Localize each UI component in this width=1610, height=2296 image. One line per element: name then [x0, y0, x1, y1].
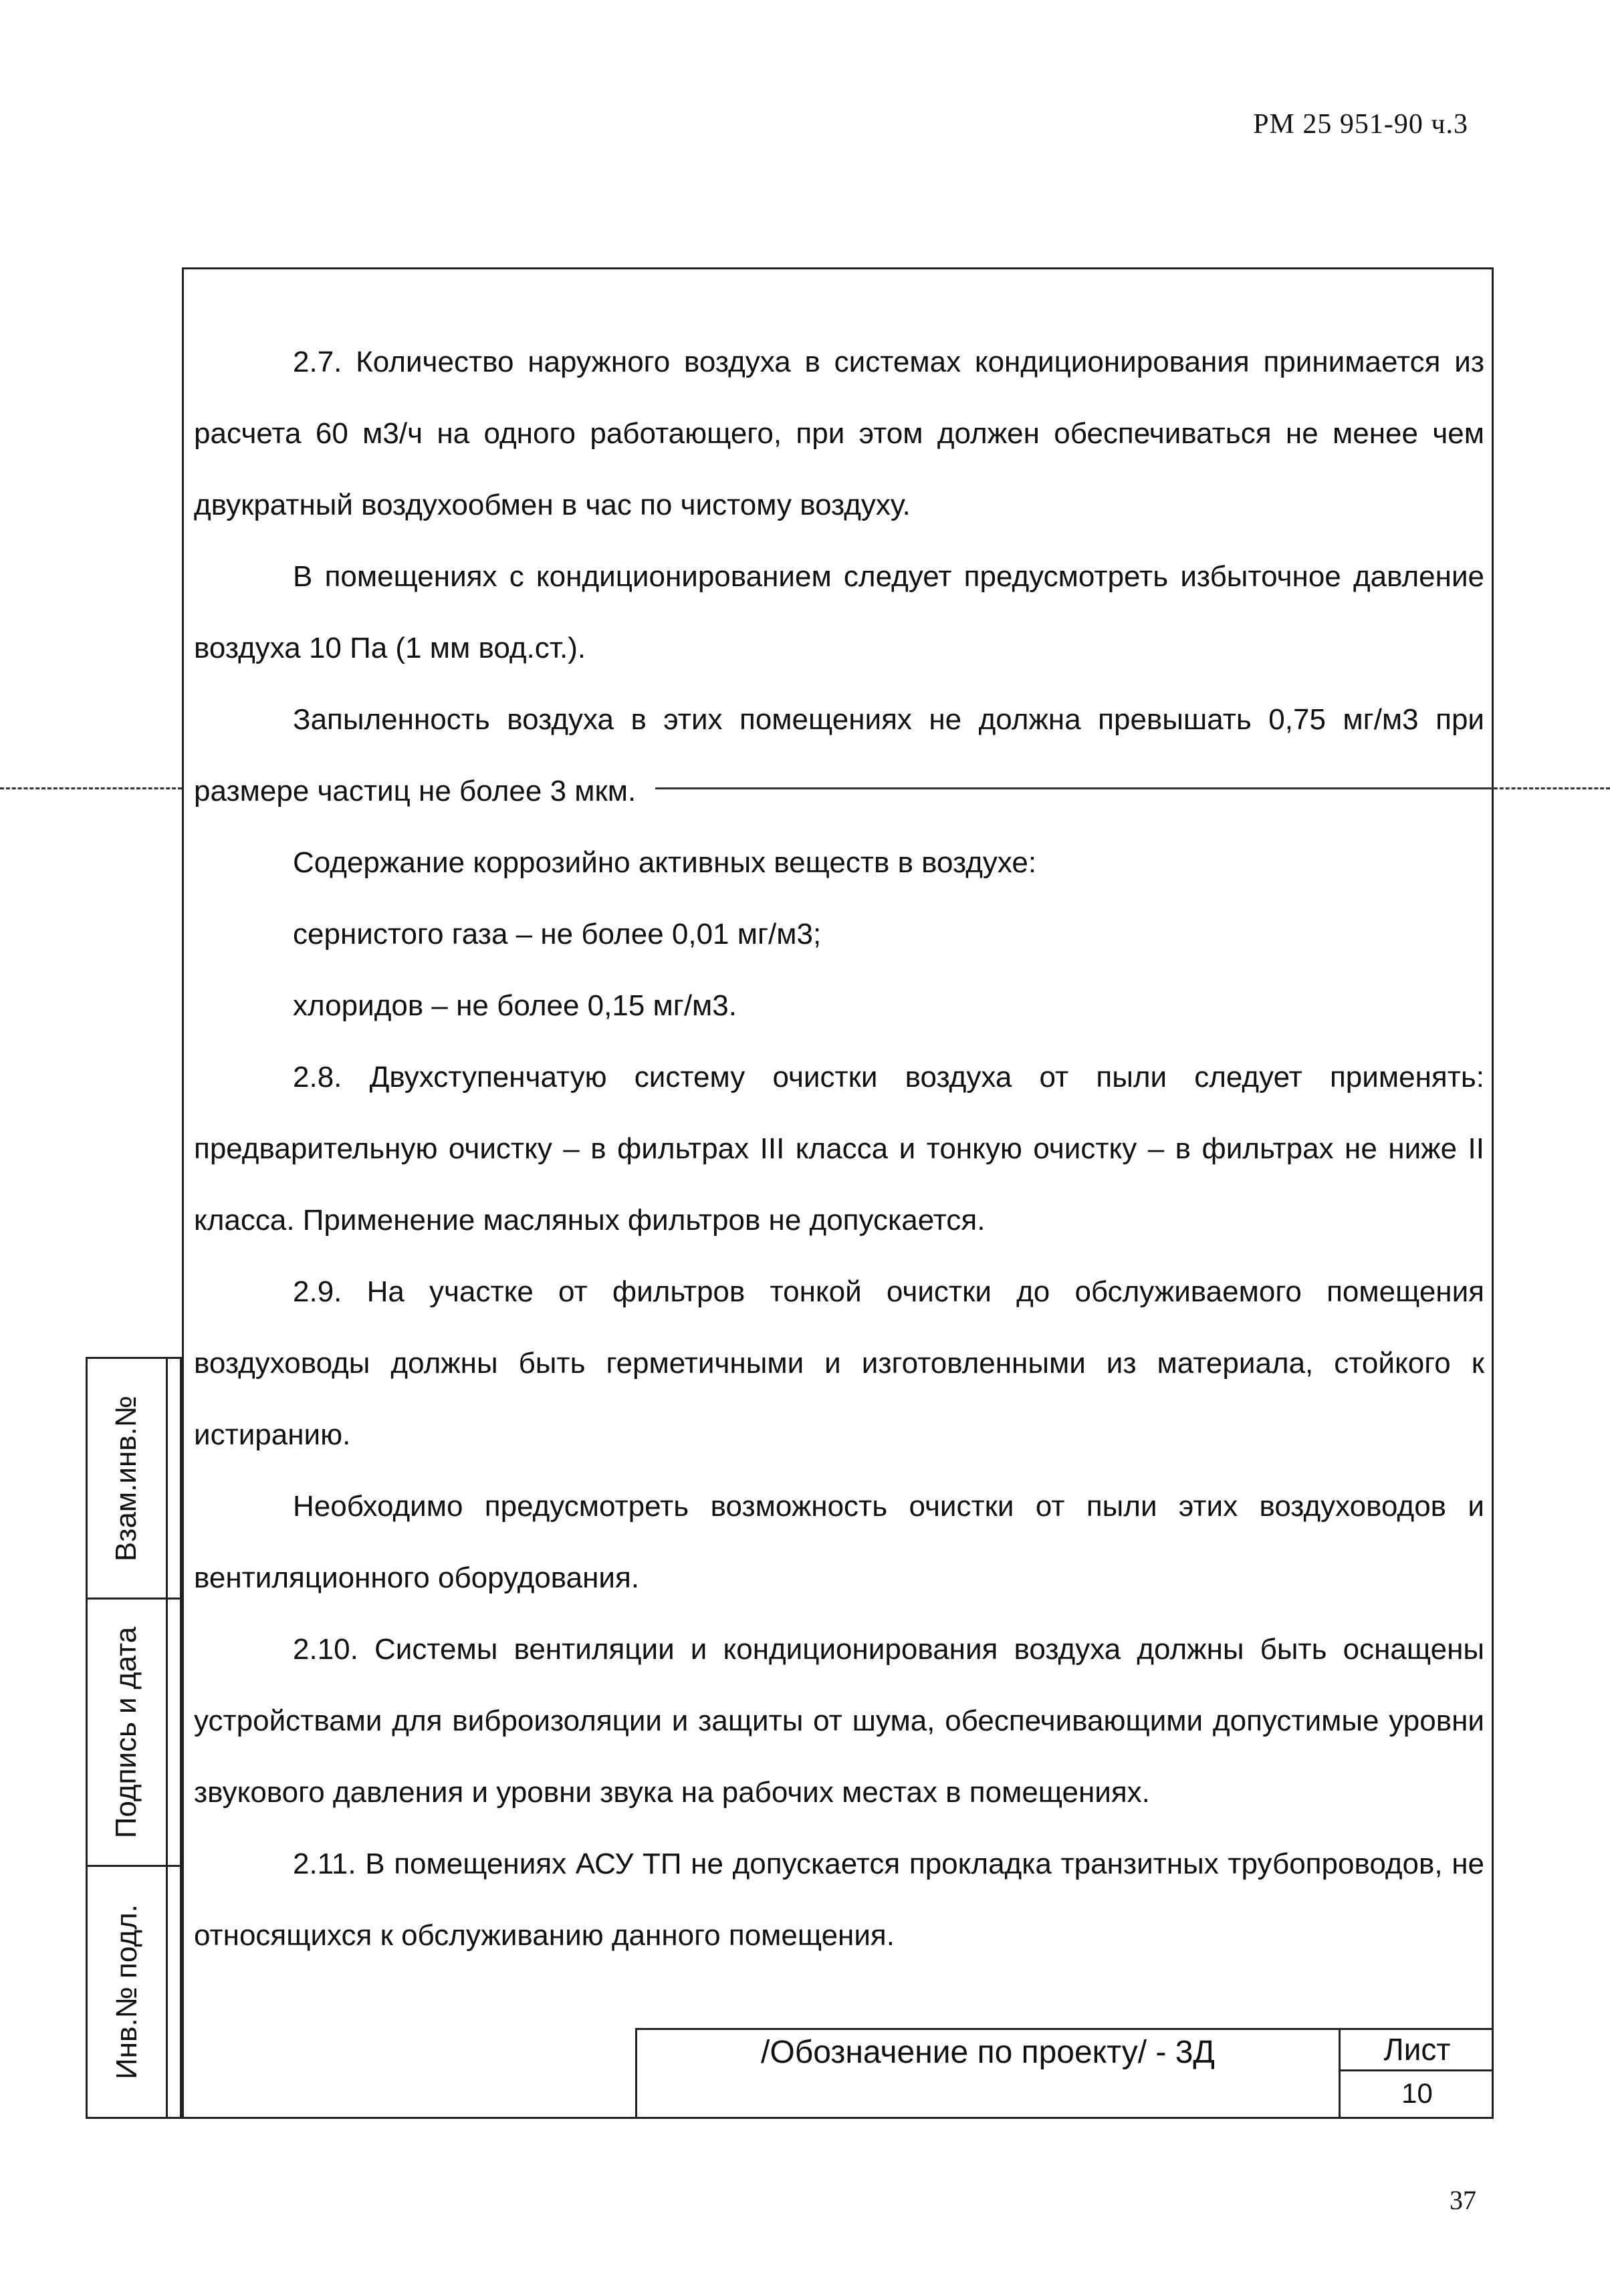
title-block-sheet-label: Лист	[1341, 2030, 1494, 2071]
page-number: 37	[1450, 2185, 1476, 2215]
side-cell-vzam-inv	[88, 1359, 182, 1600]
side-stamp	[86, 1357, 182, 2119]
side-label-inv-podl: Инв.№ подл.	[110, 1904, 143, 2079]
document-code: РМ 25 951-90 ч.3	[1253, 109, 1468, 140]
title-block-sheet-number: 10	[1401, 2077, 1433, 2109]
paragraph-dust: Запыленность воздуха в этих помещениях не должна превышать 0,75 мг/м3 при размере частиц не более 3 мкм.	[194, 703, 1484, 807]
side-label-vzam-inv: Взам.инв.№	[110, 1395, 143, 1561]
paragraph-2-7: 2.7. Количество наружного воздуха в системах кондиционирования принимается из расчета 60 м3/ч на одного работающего, при этом должен обеспечиваться не менее чем двукратный воздухообмен в час по чистому воздуху.	[194, 346, 1484, 521]
document-body	[194, 326, 1484, 1971]
cut-line-right	[1494, 787, 1610, 789]
side-subcell	[166, 1359, 182, 1598]
paragraph-corrosive: Содержание коррозийно активных веществ в воздухе:	[293, 846, 1037, 879]
side-subcell	[166, 1867, 182, 2117]
title-block	[635, 2028, 1494, 2119]
paragraph-2-11: 2.11. В помещениях АСУ ТП не допускается прокладка транзитных трубопроводов, не относящихся к обслуживанию данного помещения.	[194, 1847, 1484, 1952]
paragraph-duct-cleaning: Необходимо предусмотреть возможность очистки от пыли этих воздуховодов и вентиляционного оборудования.	[194, 1490, 1484, 1594]
paragraph-chlorides: хлоридов – не более 0,15 мг/м3.	[293, 989, 737, 1022]
side-cell-podpis-data	[88, 1600, 182, 1867]
paragraph-2-9: 2.9. На участке от фильтров тонкой очистки до обслуживаемого помещения воздуховоды должны быть герметичными и изготовленными из материала, стойкого к истиранию.	[194, 1275, 1484, 1451]
paragraph-pressure: В помещениях с кондиционированием следует предусмотреть избыточное давление воздуха 10 Па (1 мм вод.ст.).	[194, 560, 1484, 664]
paragraph-2-8: 2.8. Двухступенчатую систему очистки воздуха от пыли следует применять: предварительную очистку – в фильтрах III класса и тонкую очистку – в фильтрах не ниже II класса. Применение масляных фильтров не допускается.	[194, 1061, 1484, 1237]
cut-line-left	[0, 787, 182, 789]
title-block-designation: /Обозначение по проекту/ - 3Д	[637, 2030, 1341, 2119]
side-label-podpis-data: Подпись и дата	[110, 1626, 143, 1838]
paragraph-sulfur-gas: сернистого газа – не более 0,01 мг/м3;	[293, 918, 822, 950]
side-cell-inv-podl	[88, 1867, 182, 2117]
paragraph-2-10: 2.10. Системы вентиляции и кондиционирования воздуха должны быть оснащены устройствами для виброизоляции и защиты от шума, обеспечивающими допустимые уровни звукового давления и уровни звука на рабочих местах в помещениях.	[194, 1633, 1484, 1809]
side-subcell	[166, 1600, 182, 1865]
